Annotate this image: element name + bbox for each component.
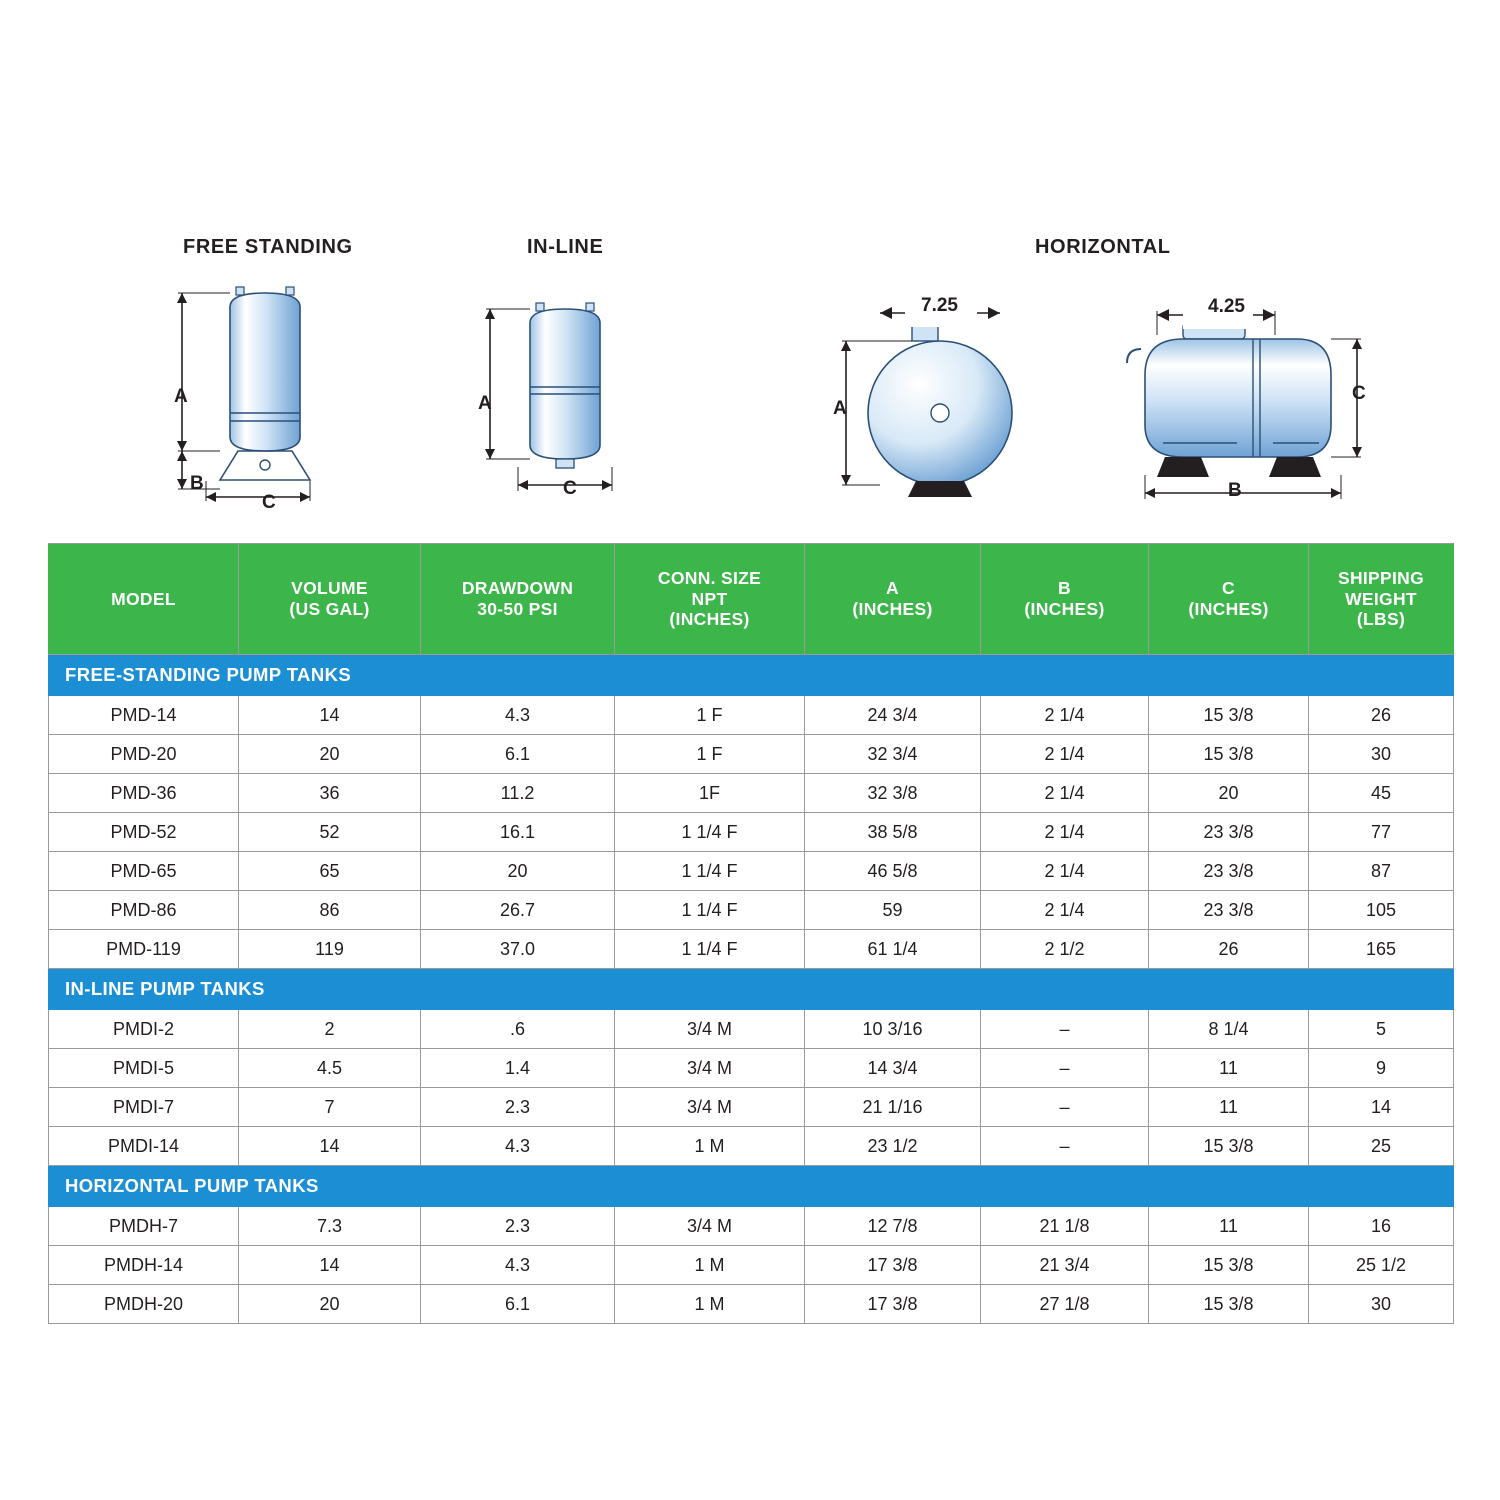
horizontal-side-dim-c: C [1352, 383, 1366, 404]
table-cell: 77 [1309, 813, 1454, 852]
cell-model: PMD-36 [49, 774, 239, 813]
column-header-conn-size [615, 544, 805, 655]
table-cell: 12 7/8 [805, 1207, 981, 1246]
cell-model: PMDH-14 [49, 1246, 239, 1285]
table-cell: 1 F [615, 696, 805, 735]
horizontal-side-width-value: 4.25 [1208, 296, 1245, 317]
cell-model: PMD-65 [49, 852, 239, 891]
cell-model: PMD-86 [49, 891, 239, 930]
table-cell: 4.3 [421, 696, 615, 735]
in-line-title: IN-LINE [527, 236, 604, 258]
table-cell: 37.0 [421, 930, 615, 969]
specification-table-wrapper [48, 543, 1453, 1324]
table-row [49, 1207, 1454, 1246]
table-row [49, 1010, 1454, 1049]
table-cell: 7.3 [239, 1207, 421, 1246]
table-cell: 4.3 [421, 1246, 615, 1285]
cell-model: PMDH-20 [49, 1285, 239, 1324]
horizontal-front-figure [820, 285, 1060, 510]
table-cell: 24 3/4 [805, 696, 981, 735]
diagram-panel [0, 0, 1500, 540]
column-header-conn-size-line2: NPT [691, 588, 728, 609]
table-section-title: HORIZONTAL PUMP TANKS [49, 1166, 1454, 1207]
table-cell: 27 1/8 [981, 1285, 1149, 1324]
column-header-drawdown-line2: 30-50 PSI [477, 599, 558, 619]
table-cell: 86 [239, 891, 421, 930]
table-cell: 4.5 [239, 1049, 421, 1088]
table-cell: 2 1/4 [981, 891, 1149, 930]
column-header-c [1149, 544, 1309, 655]
column-header-shipping-weight-line3: (LBS) [1356, 609, 1406, 630]
table-cell: 2.3 [421, 1207, 615, 1246]
table-cell: 23 1/2 [805, 1127, 981, 1166]
table-cell: 4.3 [421, 1127, 615, 1166]
free-standing-title: FREE STANDING [183, 236, 353, 258]
cell-model: PMD-119 [49, 930, 239, 969]
table-cell: 6.1 [421, 735, 615, 774]
table-cell: 30 [1309, 1285, 1454, 1324]
table-cell: 3/4 M [615, 1049, 805, 1088]
table-cell: 17 3/8 [805, 1285, 981, 1324]
cell-model: PMDI-14 [49, 1127, 239, 1166]
cell-model: PMD-52 [49, 813, 239, 852]
table-cell: 2 1/4 [981, 813, 1149, 852]
table-cell: 2 1/2 [981, 930, 1149, 969]
table-cell: 20 [239, 1285, 421, 1324]
column-header-a [805, 544, 981, 655]
table-cell: 46 5/8 [805, 852, 981, 891]
table-cell: .6 [421, 1010, 615, 1049]
table-row [49, 1285, 1454, 1324]
table-cell: 59 [805, 891, 981, 930]
column-header-shipping-weight-line1: SHIPPING [1337, 568, 1425, 589]
table-row [49, 1049, 1454, 1088]
table-cell: 2 1/4 [981, 774, 1149, 813]
table-cell: 26 [1309, 696, 1454, 735]
in-line-dim-a: A [478, 393, 492, 414]
table-cell: 6.1 [421, 1285, 615, 1324]
table-cell: – [981, 1010, 1149, 1049]
table-cell: 1 M [615, 1285, 805, 1324]
table-cell: 16 [1309, 1207, 1454, 1246]
table-cell: 21 1/16 [805, 1088, 981, 1127]
horizontal-title: HORIZONTAL [1035, 236, 1171, 258]
table-cell: 11 [1149, 1207, 1309, 1246]
cell-model: PMDI-5 [49, 1049, 239, 1088]
table-cell: 23 3/8 [1149, 852, 1309, 891]
table-cell: 61 1/4 [805, 930, 981, 969]
cell-model: PMDI-2 [49, 1010, 239, 1049]
table-cell: 1 1/4 F [615, 930, 805, 969]
table-row [49, 1088, 1454, 1127]
cell-model: PMD-20 [49, 735, 239, 774]
column-header-shipping-weight-line2: WEIGHT [1345, 588, 1417, 609]
table-cell: 1.4 [421, 1049, 615, 1088]
table-cell: 165 [1309, 930, 1454, 969]
horizontal-front-dim-a: A [833, 398, 847, 419]
column-header-b-line1: B [1058, 578, 1071, 599]
table-cell: 14 [239, 1246, 421, 1285]
table-cell: – [981, 1127, 1149, 1166]
horizontal-side-dim-b: B [1228, 480, 1242, 501]
column-header-shipping-weight [1309, 544, 1454, 655]
table-cell: 16.1 [421, 813, 615, 852]
table-row [49, 852, 1454, 891]
table-section-header [49, 655, 1454, 696]
table-cell: 11 [1149, 1088, 1309, 1127]
column-header-volume-line2: (US GAL) [289, 599, 370, 619]
table-cell: 1 F [615, 735, 805, 774]
table-cell: 2 1/4 [981, 696, 1149, 735]
table-cell: 23 3/8 [1149, 813, 1309, 852]
table-cell: 26.7 [421, 891, 615, 930]
table-cell: 8 1/4 [1149, 1010, 1309, 1049]
table-cell: 2 1/4 [981, 735, 1149, 774]
table-row [49, 813, 1454, 852]
column-header-a-line1: A [886, 578, 899, 599]
table-cell: 7 [239, 1088, 421, 1127]
table-cell: 52 [239, 813, 421, 852]
table-cell: 3/4 M [615, 1010, 805, 1049]
table-cell: 15 3/8 [1149, 696, 1309, 735]
table-cell: 2 [239, 1010, 421, 1049]
table-cell: 21 3/4 [981, 1246, 1149, 1285]
table-row [49, 696, 1454, 735]
column-header-model-line1: MODEL [111, 588, 176, 609]
table-cell: 3/4 M [615, 1088, 805, 1127]
table-cell: 3/4 M [615, 1207, 805, 1246]
table-cell: 14 [1309, 1088, 1454, 1127]
table-cell: 105 [1309, 891, 1454, 930]
table-row [49, 930, 1454, 969]
table-cell: 17 3/8 [805, 1246, 981, 1285]
column-header-conn-size-line3: (INCHES) [669, 609, 750, 630]
table-cell: 5 [1309, 1010, 1454, 1049]
table-section-header [49, 969, 1454, 1010]
table-cell: 1 1/4 F [615, 852, 805, 891]
table-cell: 26 [1149, 930, 1309, 969]
horizontal-side-figure [1105, 285, 1385, 510]
table-cell: 1 M [615, 1246, 805, 1285]
table-cell: 119 [239, 930, 421, 969]
in-line-dim-c: C [563, 478, 577, 499]
table-cell: 11.2 [421, 774, 615, 813]
table-section-title: IN-LINE PUMP TANKS [49, 969, 1454, 1010]
column-header-volume [239, 544, 421, 655]
cell-model: PMDI-7 [49, 1088, 239, 1127]
table-cell: 20 [1149, 774, 1309, 813]
table-cell: 45 [1309, 774, 1454, 813]
table-cell: 2 1/4 [981, 852, 1149, 891]
column-header-c-line1: C [1222, 578, 1235, 599]
free-standing-dim-a: A [174, 386, 188, 407]
column-header-conn-size-line1: CONN. SIZE [657, 568, 762, 589]
table-cell: 65 [239, 852, 421, 891]
cell-model: PMDH-7 [49, 1207, 239, 1246]
column-header-b-line2: (INCHES) [1024, 599, 1105, 619]
column-header-a-line2: (INCHES) [852, 599, 933, 619]
table-cell: 1F [615, 774, 805, 813]
table-section-header [49, 1166, 1454, 1207]
free-standing-dim-b: B [190, 473, 204, 494]
table-body [49, 655, 1454, 1324]
table-cell: 25 1/2 [1309, 1246, 1454, 1285]
specification-table [48, 543, 1454, 1324]
table-cell: 38 5/8 [805, 813, 981, 852]
table-cell: 9 [1309, 1049, 1454, 1088]
table-cell: 36 [239, 774, 421, 813]
table-cell: 15 3/8 [1149, 1285, 1309, 1324]
free-standing-dim-c: C [262, 492, 276, 513]
column-header-volume-line1: VOLUME [291, 578, 368, 599]
table-row [49, 1246, 1454, 1285]
cell-model: PMD-14 [49, 696, 239, 735]
column-header-b [981, 544, 1149, 655]
table-cell: 21 1/8 [981, 1207, 1149, 1246]
table-cell: 2.3 [421, 1088, 615, 1127]
column-header-drawdown [421, 544, 615, 655]
table-cell: 15 3/8 [1149, 1246, 1309, 1285]
table-cell: 1 1/4 F [615, 813, 805, 852]
table-cell: 11 [1149, 1049, 1309, 1088]
table-cell: 23 3/8 [1149, 891, 1309, 930]
table-cell: 15 3/8 [1149, 1127, 1309, 1166]
column-header-c-line2: (INCHES) [1188, 599, 1269, 619]
table-cell: – [981, 1088, 1149, 1127]
table-cell: 15 3/8 [1149, 735, 1309, 774]
table-cell: 30 [1309, 735, 1454, 774]
horizontal-front-width-value: 7.25 [921, 295, 958, 316]
table-row [49, 774, 1454, 813]
table-cell: 1 M [615, 1127, 805, 1166]
table-cell: 87 [1309, 852, 1454, 891]
table-cell: 10 3/16 [805, 1010, 981, 1049]
table-cell: 32 3/8 [805, 774, 981, 813]
table-cell: 25 [1309, 1127, 1454, 1166]
table-header [49, 544, 1454, 655]
table-cell: 20 [239, 735, 421, 774]
table-cell: 14 [239, 1127, 421, 1166]
table-row [49, 1127, 1454, 1166]
table-section-title: FREE-STANDING PUMP TANKS [49, 655, 1454, 696]
table-cell: 14 [239, 696, 421, 735]
column-header-model [49, 544, 239, 655]
table-cell: – [981, 1049, 1149, 1088]
table-row [49, 891, 1454, 930]
table-cell: 20 [421, 852, 615, 891]
table-cell: 14 3/4 [805, 1049, 981, 1088]
table-cell: 32 3/4 [805, 735, 981, 774]
table-cell: 1 1/4 F [615, 891, 805, 930]
column-header-drawdown-line1: DRAWDOWN [461, 578, 574, 599]
table-row [49, 735, 1454, 774]
